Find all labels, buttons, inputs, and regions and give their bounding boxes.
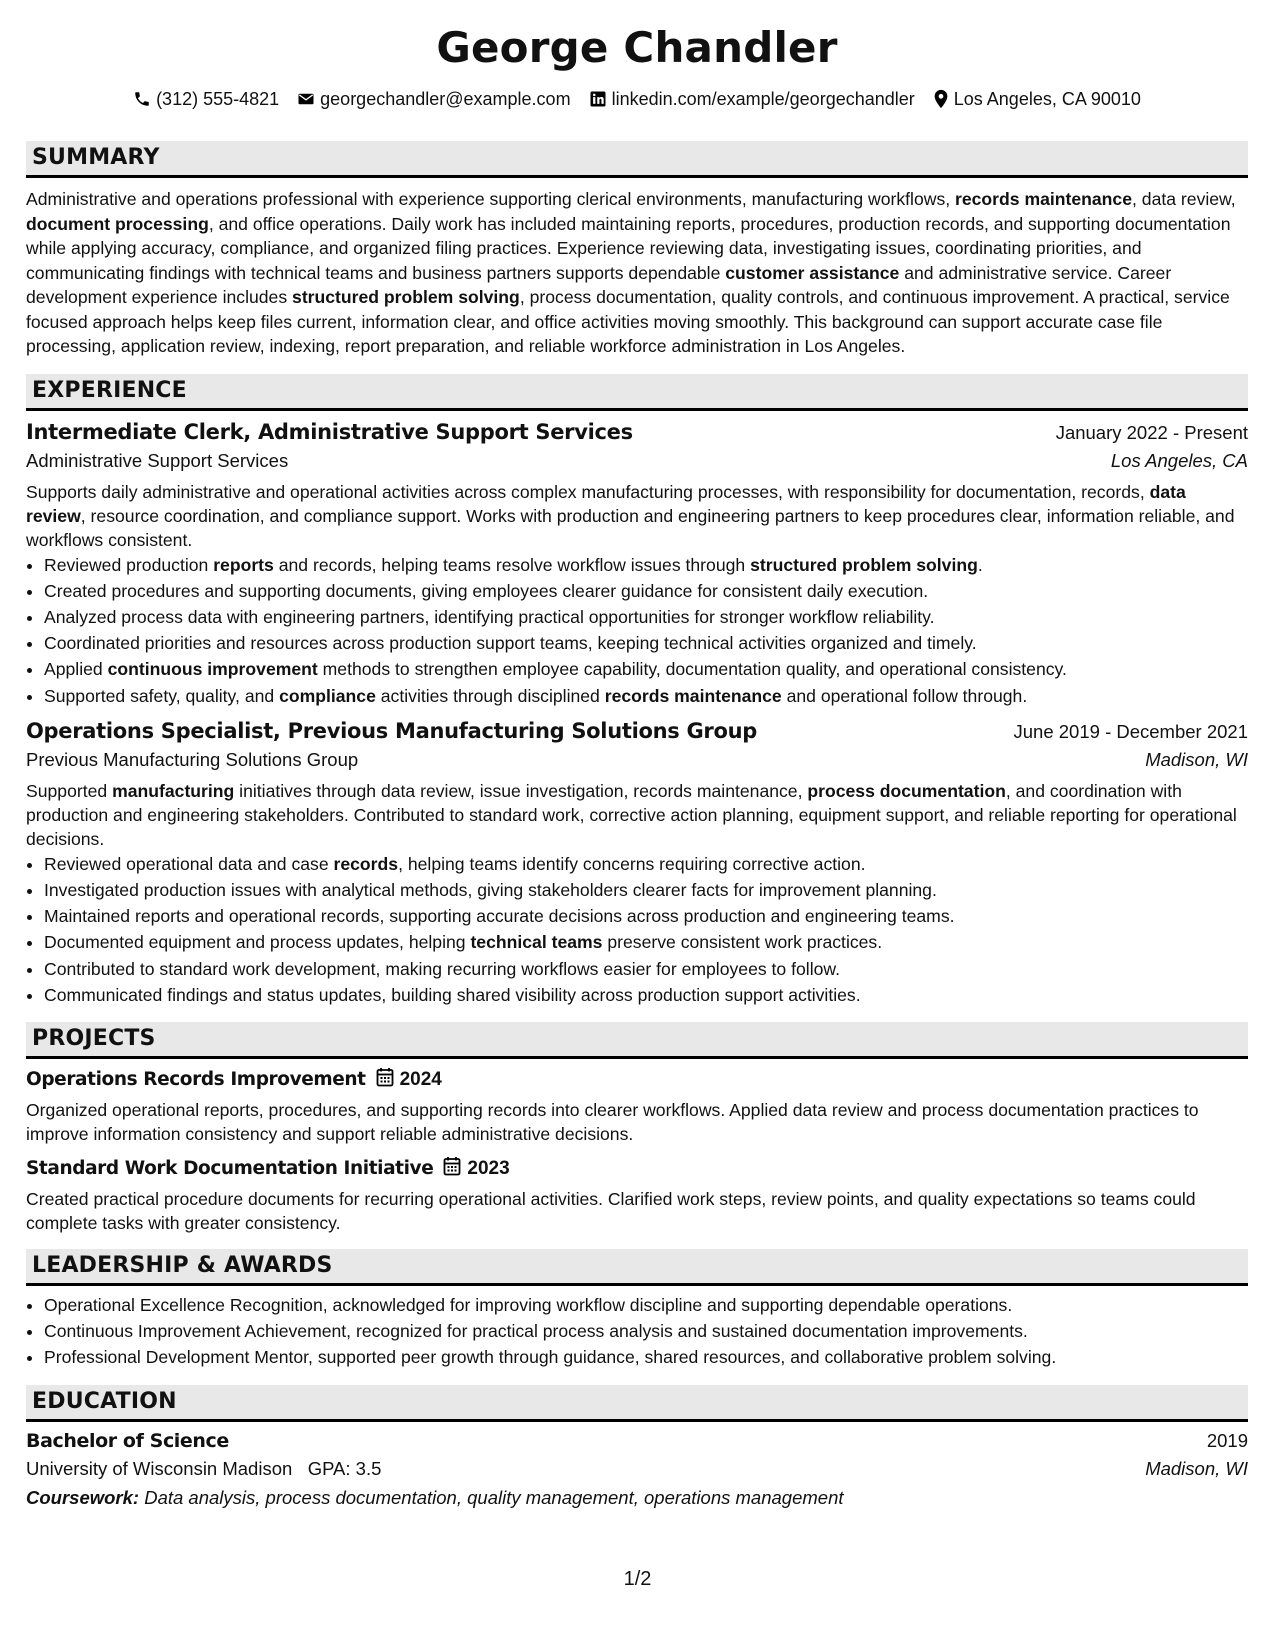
bullet-text: .	[977, 554, 983, 575]
job-dates: June 2019 - December 2021	[1013, 720, 1248, 742]
bullet-text: Reviewed operational data and case	[44, 853, 334, 874]
job-bullet	[44, 982, 1248, 1008]
summary-keyword: records maintenance	[955, 189, 1133, 209]
job-bullet	[44, 630, 1248, 656]
bullet-text: activities through disciplined	[375, 685, 605, 706]
section-heading-education: EDUCATION	[26, 1385, 1248, 1422]
job-bullet	[44, 956, 1248, 982]
bullet-text: and operational follow through.	[781, 685, 1028, 706]
project-entry	[26, 1156, 1248, 1235]
candidate-name: George Chandler	[436, 23, 838, 72]
job-title: Operations Specialist, Previous Manufacturing Solutions Group	[26, 718, 757, 743]
envelope-icon	[297, 90, 315, 108]
bullet-text: Applied	[44, 659, 108, 680]
email-link[interactable]: georgechandler@example.com	[320, 89, 571, 109]
job-bullet	[44, 877, 1248, 903]
bullet-text: Maintained reports and operational records, supporting accurate decisions across production and engineering teams.	[44, 906, 955, 927]
summary-text: Administrative and operations professional with experience supporting clerical environments, manufacturing workflows,	[26, 189, 956, 209]
bullet-text: methods to strengthen employee capability, documentation quality, and operational consistency.	[317, 659, 1067, 680]
calendar-icon	[376, 1067, 394, 1093]
job-description-keyword: data review	[26, 481, 1186, 526]
coursework-text: Data analysis, process documentation, quality management, operations management	[139, 1486, 844, 1508]
education-coursework	[26, 1487, 1248, 1509]
contact-location	[933, 88, 1141, 110]
education-year: 2019	[1206, 1429, 1248, 1451]
bullet-keyword: technical teams	[470, 932, 603, 953]
bullet-keyword: records	[333, 853, 399, 874]
summary-keyword: customer assistance	[725, 262, 900, 283]
phone-icon	[133, 90, 151, 108]
job-location: Madison, WI	[1145, 748, 1248, 770]
job-description	[26, 779, 1248, 851]
job-description-keyword: manufacturing	[112, 780, 235, 801]
project-entry	[26, 1067, 1248, 1146]
section-heading-projects: PROJECTS	[26, 1022, 1248, 1059]
leadership-item: • Continuous Improvement Achievement, recognized for practical process analysis and sustained documentation improvements.	[44, 1318, 1248, 1344]
bullet-text: Reviewed production	[44, 554, 214, 575]
bullet-text: Supported safety, quality, and	[44, 685, 280, 706]
job-description-keyword: process documentation	[807, 780, 1006, 801]
education-degree: Bachelor of Science	[26, 1429, 229, 1452]
job-bullet	[44, 683, 1248, 709]
job-description-text: , resource coordination, and compliance support. Works with production and engineering partners to keep procedures clear, information reliable, and workflows consistent.	[26, 505, 1235, 550]
contact-bar	[26, 88, 1248, 110]
summary-text: , process documentation, quality controls, and continuous improvement. A practical, service focused approach helps keep files current, information clear, and office activities moving smoothly. This background can support accurate case file processing, application review, indexing, report preparation, and reliable workforce administration in Los Angeles.	[26, 287, 1230, 356]
bullet-text: Documented equipment and process updates, helping	[44, 932, 471, 953]
bullet-keyword: compliance	[279, 685, 376, 706]
education-location: Madison, WI	[1145, 1457, 1248, 1479]
bullet-text: Contributed to standard work development, making recurring workflows easier for employees to follow.	[44, 958, 841, 979]
project-description: Created practical procedure documents for recurring operational activities. Clarified work steps, review points, and quality expectations so teams could complete tasks with greater consistency.	[26, 1188, 1196, 1233]
bullet-keyword: structured problem solving	[750, 554, 978, 575]
job-description-text: , and coordination with production and engineering stakeholders. Contributed to standard work, corrective action planning, equipment support, and reliable reporting for operational decisions.	[26, 780, 1237, 849]
phone-text: (312) 555-4821	[156, 89, 280, 109]
bullet-text: , helping teams identify concerns requiring corrective action.	[398, 853, 866, 874]
bullet-keyword: continuous improvement	[107, 659, 318, 680]
contact-linkedin[interactable]	[589, 88, 915, 110]
map-pin-icon	[933, 89, 949, 109]
summary-keyword: structured problem solving	[292, 287, 520, 307]
job-bullet	[44, 903, 1248, 929]
job-bullet	[44, 656, 1248, 682]
education-school-line	[26, 1458, 381, 1480]
job-bullets	[26, 851, 1248, 1008]
project-title: Standard Work Documentation Initiative	[26, 1158, 434, 1180]
project-date	[443, 1156, 509, 1182]
job-description	[26, 480, 1248, 552]
job-description-text: initiatives through data review, issue investigation, records maintenance,	[234, 780, 808, 801]
project-title: Operations Records Improvement	[26, 1069, 366, 1091]
job-entry	[26, 420, 1248, 709]
section-heading-experience: EXPERIENCE	[26, 374, 1248, 411]
linkedin-icon	[589, 90, 607, 108]
summary-text: and administrative service. Career development experience includes	[26, 262, 1172, 307]
bullet-text: and records, helping teams resolve workflow issues through	[273, 554, 751, 575]
job-bullet	[44, 604, 1248, 630]
summary-text: , data review,	[1132, 189, 1236, 209]
education-school: University of Wisconsin Madison	[26, 1457, 293, 1479]
job-bullet	[44, 578, 1248, 604]
contact-phone	[133, 88, 279, 110]
project-year: 2024	[399, 1068, 442, 1090]
section-heading-leadership: LEADERSHIP & AWARDS	[26, 1249, 1248, 1286]
coursework-label: Coursework:	[26, 1486, 140, 1508]
education-entry	[26, 1430, 1248, 1509]
project-year: 2023	[467, 1157, 510, 1179]
page-number: 1/2	[623, 1568, 652, 1590]
bullet-text: Communicated findings and status updates, building shared visibility across production support activities.	[44, 984, 861, 1005]
section-heading-summary: SUMMARY	[26, 141, 1248, 178]
job-description-text: Supports daily administrative and operational activities across complex manufacturing processes, with responsibility for documentation, records,	[26, 481, 1150, 502]
summary-text: , and office operations. Daily work has included maintaining reports, procedures, production records, and supporting documentation while applying accuracy, compliance, and organized filing practices. Experience reviewing data, investigating issues, coordinating priorities, and communicating findings with technical teams and business partners supports dependable	[26, 213, 1231, 283]
leadership-item: • Operational Excellence Recognition, acknowledged for improving workflow discipline and supporting dependable operations.	[44, 1292, 1248, 1318]
leadership-item: • Professional Development Mentor, supported peer growth through guidance, shared resources, and collaborative problem solving.	[44, 1344, 1248, 1370]
bullet-text: Coordinated priorities and resources across production support teams, keeping technical activities organized and timely.	[44, 633, 977, 654]
job-bullet	[44, 552, 1248, 578]
linkedin-link[interactable]: linkedin.com/example/georgechandler	[611, 89, 915, 109]
education-gpa: GPA: 3.5	[307, 1457, 382, 1479]
project-date	[376, 1067, 442, 1093]
bullet-keyword: records maintenance	[604, 685, 782, 706]
job-location: Los Angeles, CA	[1110, 449, 1248, 471]
contact-email[interactable]	[297, 88, 570, 110]
location-text: Los Angeles, CA 90010	[953, 89, 1141, 109]
calendar-icon	[443, 1156, 461, 1182]
summary-paragraph	[26, 187, 1248, 359]
bullet-text: Investigated production issues with analytical methods, giving stakeholders clearer facts for improvement planning.	[44, 879, 937, 900]
job-company: Previous Manufacturing Solutions Group	[26, 748, 359, 770]
job-bullets	[26, 552, 1248, 709]
job-entry	[26, 719, 1248, 1008]
job-bullet	[44, 929, 1248, 955]
bullet-text: preserve consistent work practices.	[602, 932, 883, 953]
bullet-text: Analyzed process data with engineering partners, identifying practical opportunities for stronger workflow reliability.	[44, 606, 935, 627]
job-description-text: Supported	[26, 780, 113, 801]
summary-keyword: document processing	[26, 213, 209, 234]
job-company: Administrative Support Services	[26, 449, 289, 471]
bullet-keyword: reports	[213, 554, 274, 575]
job-bullet	[44, 851, 1248, 877]
project-description: Organized operational reports, procedures, and supporting records into clearer workflows. Applied data review and process documentation practices to improve information consistency and support reliable administrative decisions.	[26, 1099, 1199, 1144]
leadership-list	[26, 1292, 1248, 1371]
job-dates: January 2022 - Present	[1055, 421, 1248, 443]
job-title: Intermediate Clerk, Administrative Support Services	[26, 419, 633, 444]
resume-page	[26, 0, 1248, 1509]
bullet-text: Created procedures and supporting documents, giving employees clearer guidance for consistent daily execution.	[44, 580, 929, 601]
